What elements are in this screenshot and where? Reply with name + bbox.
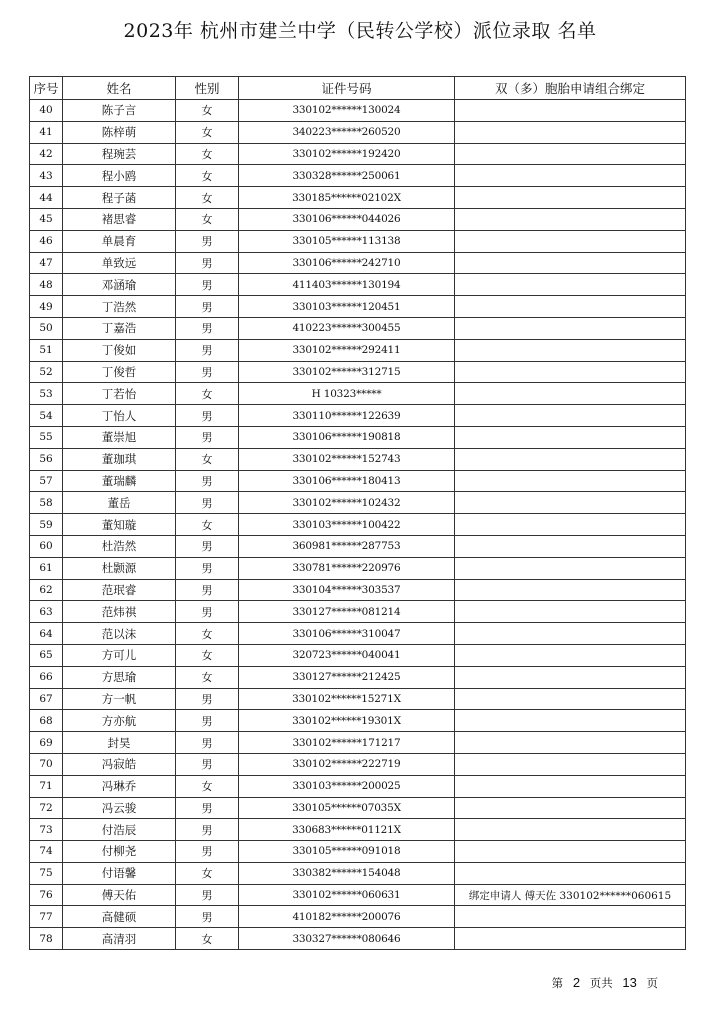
cell-gender: 男 bbox=[176, 274, 239, 296]
cell-name: 褚思睿 bbox=[63, 208, 176, 230]
cell-seq: 74 bbox=[30, 841, 63, 863]
footer-total-pages: 13 bbox=[622, 975, 637, 990]
cell-gender: 女 bbox=[176, 100, 239, 122]
table-row bbox=[30, 383, 686, 405]
table-row bbox=[30, 448, 686, 470]
cell-seq: 46 bbox=[30, 230, 63, 252]
cell-id: 330127******081214 bbox=[239, 601, 455, 623]
cell-gender: 女 bbox=[176, 862, 239, 884]
cell-id: 360981******287753 bbox=[239, 535, 455, 557]
cell-name: 丁嘉浩 bbox=[63, 317, 176, 339]
cell-twins-binding bbox=[455, 732, 686, 754]
cell-id: 330110******122639 bbox=[239, 405, 455, 427]
cell-twins-binding bbox=[455, 928, 686, 950]
cell-twins-binding bbox=[455, 906, 686, 928]
cell-id: 330103******200025 bbox=[239, 775, 455, 797]
table-row bbox=[30, 121, 686, 143]
cell-name: 高健硕 bbox=[63, 906, 176, 928]
cell-gender: 男 bbox=[176, 492, 239, 514]
cell-id: 330102******15271X bbox=[239, 688, 455, 710]
cell-gender: 男 bbox=[176, 841, 239, 863]
cell-id: 330103******100422 bbox=[239, 514, 455, 536]
table-row bbox=[30, 339, 686, 361]
cell-seq: 47 bbox=[30, 252, 63, 274]
table-row bbox=[30, 753, 686, 775]
cell-seq: 66 bbox=[30, 666, 63, 688]
table-row bbox=[30, 165, 686, 187]
table-row bbox=[30, 143, 686, 165]
cell-twins-binding bbox=[455, 165, 686, 187]
header-twins: 双（多）胞胎申请组合绑定 bbox=[455, 77, 686, 100]
cell-id: 330102******222719 bbox=[239, 753, 455, 775]
cell-name: 程小鸥 bbox=[63, 165, 176, 187]
cell-name: 付语馨 bbox=[63, 862, 176, 884]
cell-seq: 62 bbox=[30, 579, 63, 601]
table-row bbox=[30, 644, 686, 666]
cell-gender: 男 bbox=[176, 579, 239, 601]
cell-gender: 女 bbox=[176, 514, 239, 536]
cell-seq: 70 bbox=[30, 753, 63, 775]
cell-seq: 57 bbox=[30, 470, 63, 492]
cell-id: 410223******300455 bbox=[239, 317, 455, 339]
cell-gender: 女 bbox=[176, 644, 239, 666]
table-row bbox=[30, 601, 686, 623]
cell-twins-binding bbox=[455, 100, 686, 122]
table-row bbox=[30, 579, 686, 601]
cell-name: 丁俊哲 bbox=[63, 361, 176, 383]
cell-id: 330104******303537 bbox=[239, 579, 455, 601]
cell-gender: 女 bbox=[176, 383, 239, 405]
cell-twins-binding bbox=[455, 383, 686, 405]
table-row bbox=[30, 841, 686, 863]
cell-seq: 78 bbox=[30, 928, 63, 950]
cell-id: 330102******060631 bbox=[239, 884, 455, 906]
cell-twins-binding bbox=[455, 296, 686, 318]
cell-name: 邓涵瑜 bbox=[63, 274, 176, 296]
cell-id: 330105******07035X bbox=[239, 797, 455, 819]
cell-name: 单晨育 bbox=[63, 230, 176, 252]
cell-gender: 男 bbox=[176, 405, 239, 427]
cell-gender: 女 bbox=[176, 623, 239, 645]
cell-twins-binding bbox=[455, 666, 686, 688]
cell-id: 330781******220976 bbox=[239, 557, 455, 579]
cell-seq: 50 bbox=[30, 317, 63, 339]
cell-seq: 75 bbox=[30, 862, 63, 884]
cell-twins-binding bbox=[455, 841, 686, 863]
table-row bbox=[30, 688, 686, 710]
cell-id: H 10323***** bbox=[239, 383, 455, 405]
cell-gender: 男 bbox=[176, 339, 239, 361]
cell-name: 董崇旭 bbox=[63, 426, 176, 448]
cell-gender: 女 bbox=[176, 666, 239, 688]
cell-id: 330328******250061 bbox=[239, 165, 455, 187]
cell-twins-binding bbox=[455, 514, 686, 536]
cell-id: 330106******044026 bbox=[239, 208, 455, 230]
cell-name: 陈梓萌 bbox=[63, 121, 176, 143]
cell-seq: 67 bbox=[30, 688, 63, 710]
cell-id: 330106******242710 bbox=[239, 252, 455, 274]
cell-name: 陈子言 bbox=[63, 100, 176, 122]
table-row bbox=[30, 710, 686, 732]
cell-name: 方思瑜 bbox=[63, 666, 176, 688]
cell-gender: 男 bbox=[176, 557, 239, 579]
cell-name: 丁俊如 bbox=[63, 339, 176, 361]
cell-name: 方一帆 bbox=[63, 688, 176, 710]
cell-gender: 男 bbox=[176, 601, 239, 623]
cell-id: 330102******192420 bbox=[239, 143, 455, 165]
cell-seq: 63 bbox=[30, 601, 63, 623]
cell-name: 方可儿 bbox=[63, 644, 176, 666]
admission-list-table bbox=[29, 76, 686, 950]
footer-prefix: 第 bbox=[551, 976, 564, 990]
cell-gender: 女 bbox=[176, 928, 239, 950]
cell-id: 330106******190818 bbox=[239, 426, 455, 448]
cell-id: 330683******01121X bbox=[239, 819, 455, 841]
table-row bbox=[30, 557, 686, 579]
cell-gender: 女 bbox=[176, 775, 239, 797]
cell-seq: 56 bbox=[30, 448, 63, 470]
cell-id: 330106******180413 bbox=[239, 470, 455, 492]
cell-seq: 48 bbox=[30, 274, 63, 296]
cell-gender: 男 bbox=[176, 317, 239, 339]
cell-gender: 女 bbox=[176, 165, 239, 187]
table-row bbox=[30, 470, 686, 492]
cell-gender: 男 bbox=[176, 710, 239, 732]
cell-name: 董知璇 bbox=[63, 514, 176, 536]
table-row bbox=[30, 405, 686, 427]
cell-twins-binding bbox=[455, 187, 686, 209]
cell-twins-binding bbox=[455, 317, 686, 339]
cell-id: 330106******310047 bbox=[239, 623, 455, 645]
cell-id: 330102******312715 bbox=[239, 361, 455, 383]
cell-seq: 49 bbox=[30, 296, 63, 318]
table-row bbox=[30, 797, 686, 819]
cell-twins-binding bbox=[455, 775, 686, 797]
table-row bbox=[30, 274, 686, 296]
cell-gender: 女 bbox=[176, 187, 239, 209]
cell-gender: 女 bbox=[176, 448, 239, 470]
table-row bbox=[30, 623, 686, 645]
cell-gender: 男 bbox=[176, 535, 239, 557]
footer-middle: 页共 bbox=[589, 976, 613, 990]
cell-seq: 73 bbox=[30, 819, 63, 841]
table-row bbox=[30, 666, 686, 688]
cell-twins-binding bbox=[455, 405, 686, 427]
cell-gender: 男 bbox=[176, 884, 239, 906]
cell-twins-binding bbox=[455, 470, 686, 492]
cell-twins-binding bbox=[455, 230, 686, 252]
cell-seq: 65 bbox=[30, 644, 63, 666]
header-gender: 性别 bbox=[176, 77, 239, 100]
cell-twins-binding bbox=[455, 710, 686, 732]
table-row bbox=[30, 732, 686, 754]
table-row bbox=[30, 317, 686, 339]
cell-seq: 43 bbox=[30, 165, 63, 187]
cell-seq: 77 bbox=[30, 906, 63, 928]
table-body bbox=[30, 100, 686, 950]
cell-gender: 女 bbox=[176, 208, 239, 230]
cell-gender: 男 bbox=[176, 230, 239, 252]
cell-seq: 68 bbox=[30, 710, 63, 732]
cell-gender: 男 bbox=[176, 797, 239, 819]
cell-twins-binding bbox=[455, 535, 686, 557]
cell-id: 330105******091018 bbox=[239, 841, 455, 863]
cell-seq: 53 bbox=[30, 383, 63, 405]
cell-seq: 55 bbox=[30, 426, 63, 448]
table-row bbox=[30, 100, 686, 122]
cell-twins-binding bbox=[455, 753, 686, 775]
table-row bbox=[30, 862, 686, 884]
cell-name: 单致远 bbox=[63, 252, 176, 274]
cell-seq: 40 bbox=[30, 100, 63, 122]
table-row bbox=[30, 535, 686, 557]
cell-id: 330327******080646 bbox=[239, 928, 455, 950]
cell-name: 方亦航 bbox=[63, 710, 176, 732]
cell-seq: 58 bbox=[30, 492, 63, 514]
cell-gender: 男 bbox=[176, 819, 239, 841]
cell-id: 330185******02102X bbox=[239, 187, 455, 209]
cell-name: 范珉睿 bbox=[63, 579, 176, 601]
cell-seq: 54 bbox=[30, 405, 63, 427]
cell-name: 封昊 bbox=[63, 732, 176, 754]
table-row bbox=[30, 361, 686, 383]
cell-id: 330102******152743 bbox=[239, 448, 455, 470]
table-row bbox=[30, 514, 686, 536]
cell-name: 冯寂皓 bbox=[63, 753, 176, 775]
cell-name: 付浩辰 bbox=[63, 819, 176, 841]
cell-twins-binding bbox=[455, 819, 686, 841]
table-row bbox=[30, 187, 686, 209]
cell-twins-binding bbox=[455, 426, 686, 448]
cell-twins-binding bbox=[455, 797, 686, 819]
cell-twins-binding bbox=[455, 274, 686, 296]
cell-name: 丁怡人 bbox=[63, 405, 176, 427]
cell-gender: 男 bbox=[176, 296, 239, 318]
cell-seq: 71 bbox=[30, 775, 63, 797]
header-seq: 序号 bbox=[30, 77, 63, 100]
cell-id: 330102******102432 bbox=[239, 492, 455, 514]
cell-gender: 女 bbox=[176, 143, 239, 165]
cell-twins-binding bbox=[455, 121, 686, 143]
cell-twins-binding bbox=[455, 492, 686, 514]
cell-twins-binding bbox=[455, 339, 686, 361]
cell-seq: 44 bbox=[30, 187, 63, 209]
cell-seq: 76 bbox=[30, 884, 63, 906]
cell-name: 董珈琪 bbox=[63, 448, 176, 470]
cell-gender: 男 bbox=[176, 906, 239, 928]
cell-seq: 60 bbox=[30, 535, 63, 557]
cell-seq: 64 bbox=[30, 623, 63, 645]
cell-twins-binding bbox=[455, 361, 686, 383]
cell-id: 330103******120451 bbox=[239, 296, 455, 318]
cell-id: 330382******154048 bbox=[239, 862, 455, 884]
cell-name: 高清羽 bbox=[63, 928, 176, 950]
cell-seq: 42 bbox=[30, 143, 63, 165]
table-row bbox=[30, 492, 686, 514]
cell-gender: 男 bbox=[176, 470, 239, 492]
table-row bbox=[30, 819, 686, 841]
table-row bbox=[30, 426, 686, 448]
table-row bbox=[30, 296, 686, 318]
cell-id: 330102******19301X bbox=[239, 710, 455, 732]
cell-name: 丁若怡 bbox=[63, 383, 176, 405]
cell-name: 傅天佑 bbox=[63, 884, 176, 906]
cell-id: 330105******113138 bbox=[239, 230, 455, 252]
header-id: 证件号码 bbox=[239, 77, 455, 100]
cell-twins-binding bbox=[455, 143, 686, 165]
cell-gender: 男 bbox=[176, 426, 239, 448]
cell-name: 冯云骏 bbox=[63, 797, 176, 819]
page-footer bbox=[552, 975, 658, 991]
cell-seq: 51 bbox=[30, 339, 63, 361]
cell-name: 杜浩然 bbox=[63, 535, 176, 557]
cell-seq: 69 bbox=[30, 732, 63, 754]
cell-id: 330127******212425 bbox=[239, 666, 455, 688]
cell-twins-binding: 绑定申请人 傅天佐 330102******060615 bbox=[455, 884, 686, 906]
cell-gender: 男 bbox=[176, 753, 239, 775]
table-row bbox=[30, 775, 686, 797]
cell-id: 340223******260520 bbox=[239, 121, 455, 143]
cell-id: 330102******171217 bbox=[239, 732, 455, 754]
cell-gender: 男 bbox=[176, 252, 239, 274]
header-name: 姓名 bbox=[63, 77, 176, 100]
cell-seq: 41 bbox=[30, 121, 63, 143]
cell-gender: 男 bbox=[176, 732, 239, 754]
table-header-row bbox=[30, 77, 686, 100]
cell-twins-binding bbox=[455, 557, 686, 579]
cell-name: 程琬芸 bbox=[63, 143, 176, 165]
cell-twins-binding bbox=[455, 208, 686, 230]
cell-name: 范以沫 bbox=[63, 623, 176, 645]
table-row bbox=[30, 252, 686, 274]
cell-id: 410182******200076 bbox=[239, 906, 455, 928]
cell-name: 冯琳乔 bbox=[63, 775, 176, 797]
cell-twins-binding bbox=[455, 252, 686, 274]
cell-twins-binding bbox=[455, 448, 686, 470]
cell-seq: 45 bbox=[30, 208, 63, 230]
footer-suffix: 页 bbox=[646, 976, 658, 990]
cell-seq: 52 bbox=[30, 361, 63, 383]
cell-twins-binding bbox=[455, 644, 686, 666]
cell-twins-binding bbox=[455, 623, 686, 645]
cell-id: 330102******130024 bbox=[239, 100, 455, 122]
table-row bbox=[30, 884, 686, 906]
cell-seq: 59 bbox=[30, 514, 63, 536]
table-row bbox=[30, 928, 686, 950]
cell-gender: 女 bbox=[176, 121, 239, 143]
cell-name: 董瑞麟 bbox=[63, 470, 176, 492]
cell-twins-binding bbox=[455, 862, 686, 884]
cell-gender: 男 bbox=[176, 361, 239, 383]
cell-name: 付柳尧 bbox=[63, 841, 176, 863]
cell-id: 320723******040041 bbox=[239, 644, 455, 666]
footer-page-number: 2 bbox=[572, 975, 581, 990]
cell-name: 范炜祺 bbox=[63, 601, 176, 623]
cell-twins-binding bbox=[455, 688, 686, 710]
cell-id: 330102******292411 bbox=[239, 339, 455, 361]
cell-name: 丁浩然 bbox=[63, 296, 176, 318]
cell-id: 411403******130194 bbox=[239, 274, 455, 296]
table-row bbox=[30, 208, 686, 230]
cell-seq: 72 bbox=[30, 797, 63, 819]
cell-name: 杜颢源 bbox=[63, 557, 176, 579]
cell-name: 程子菡 bbox=[63, 187, 176, 209]
cell-name: 董岳 bbox=[63, 492, 176, 514]
table-row bbox=[30, 906, 686, 928]
cell-twins-binding bbox=[455, 601, 686, 623]
cell-gender: 男 bbox=[176, 688, 239, 710]
cell-twins-binding bbox=[455, 579, 686, 601]
cell-seq: 61 bbox=[30, 557, 63, 579]
table-row bbox=[30, 230, 686, 252]
page-title: 2023年 杭州市建兰中学（民转公学校）派位录取 名单 bbox=[123, 20, 597, 42]
